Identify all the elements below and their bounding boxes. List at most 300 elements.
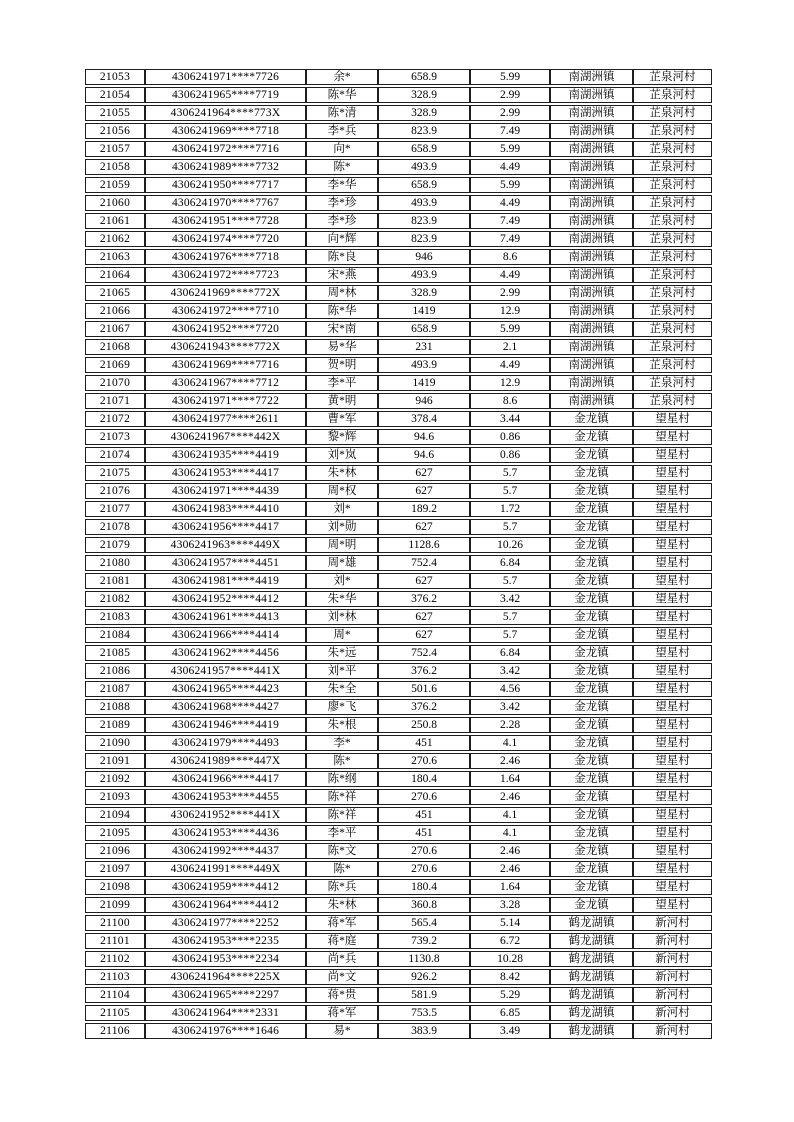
id-cell: 4306241946****4419 [145,717,306,733]
table-row [85,519,712,535]
rate-cell: 2.99 [470,87,550,103]
id-cell: 4306241964****2331 [145,1005,306,1021]
name-cell: 贺*明 [306,357,378,373]
amount-cell: 1128.6 [378,537,470,553]
rate-cell: 4.49 [470,267,550,283]
name-cell: 李*华 [306,177,378,193]
id-cell: 4306241967****7712 [145,375,306,391]
name-cell: 周*雄 [306,555,378,571]
town-cell: 南湖洲镇 [550,393,633,409]
rate-cell: 7.49 [470,231,550,247]
village-cell: 芷泉河村 [633,303,712,319]
town-cell: 金龙镇 [550,447,633,463]
town-cell: 金龙镇 [550,699,633,715]
table-row [85,483,712,499]
id-cell: 4306241972****7723 [145,267,306,283]
name-cell: 周*明 [306,537,378,553]
village-cell: 望星村 [633,771,712,787]
rate-cell: 4.49 [470,159,550,175]
table-row [85,249,712,265]
table-row [85,717,712,733]
town-cell: 金龙镇 [550,483,633,499]
village-cell: 望星村 [633,483,712,499]
town-cell: 南湖洲镇 [550,87,633,103]
id-cell: 4306241951****7728 [145,213,306,229]
id-cell: 4306241964****4412 [145,897,306,913]
seq-cell: 21084 [85,627,145,643]
table-row [85,177,712,193]
id-cell: 4306241972****7716 [145,141,306,157]
rate-cell: 3.42 [470,591,550,607]
rate-cell: 10.26 [470,537,550,553]
rate-cell: 2.46 [470,843,550,859]
rate-cell: 8.6 [470,393,550,409]
village-cell: 望星村 [633,843,712,859]
amount-cell: 180.4 [378,879,470,895]
amount-cell: 823.9 [378,123,470,139]
village-cell: 芷泉河村 [633,177,712,193]
village-cell: 望星村 [633,411,712,427]
amount-cell: 270.6 [378,861,470,877]
name-cell: 陈*华 [306,303,378,319]
table-row [85,123,712,139]
amount-cell: 946 [378,249,470,265]
amount-cell: 328.9 [378,105,470,121]
table-row [85,159,712,175]
amount-cell: 270.6 [378,789,470,805]
seq-cell: 21082 [85,591,145,607]
id-cell: 4306241977****2252 [145,915,306,931]
rate-cell: 5.99 [470,177,550,193]
seq-cell: 21057 [85,141,145,157]
amount-cell: 378.4 [378,411,470,427]
table-row [85,267,712,283]
name-cell: 刘* [306,501,378,517]
town-cell: 金龙镇 [550,663,633,679]
rate-cell: 7.49 [470,123,550,139]
name-cell: 周*权 [306,483,378,499]
village-cell: 望星村 [633,789,712,805]
seq-cell: 21098 [85,879,145,895]
rate-cell: 2.28 [470,717,550,733]
seq-cell: 21072 [85,411,145,427]
seq-cell: 21081 [85,573,145,589]
rate-cell: 3.42 [470,699,550,715]
village-cell: 望星村 [633,681,712,697]
amount-cell: 658.9 [378,69,470,85]
seq-cell: 21069 [85,357,145,373]
rate-cell: 6.84 [470,645,550,661]
table-row [85,933,712,949]
village-cell: 新河村 [633,987,712,1003]
seq-cell: 21100 [85,915,145,931]
village-cell: 望星村 [633,519,712,535]
amount-cell: 627 [378,519,470,535]
rate-cell: 6.72 [470,933,550,949]
town-cell: 南湖洲镇 [550,195,633,211]
seq-cell: 21056 [85,123,145,139]
name-cell: 李*珍 [306,213,378,229]
rate-cell: 4.49 [470,357,550,373]
id-cell: 4306241969****7718 [145,123,306,139]
town-cell: 金龙镇 [550,609,633,625]
village-cell: 望星村 [633,537,712,553]
table-row [85,573,712,589]
village-cell: 望星村 [633,825,712,841]
village-cell: 望星村 [633,501,712,517]
seq-cell: 21090 [85,735,145,751]
seq-cell: 21095 [85,825,145,841]
rate-cell: 0.86 [470,429,550,445]
rate-cell: 5.7 [470,519,550,535]
amount-cell: 493.9 [378,357,470,373]
seq-cell: 21087 [85,681,145,697]
amount-cell: 658.9 [378,321,470,337]
town-cell: 金龙镇 [550,807,633,823]
table-row [85,501,712,517]
id-cell: 4306241974****7720 [145,231,306,247]
table-row [85,879,712,895]
id-cell: 4306241957****4451 [145,555,306,571]
seq-cell: 21105 [85,1005,145,1021]
table-row [85,465,712,481]
id-cell: 4306241953****2234 [145,951,306,967]
seq-cell: 21097 [85,861,145,877]
name-cell: 向*辉 [306,231,378,247]
amount-cell: 451 [378,825,470,841]
amount-cell: 1419 [378,375,470,391]
amount-cell: 376.2 [378,591,470,607]
rate-cell: 2.46 [470,753,550,769]
table-row [85,105,712,121]
name-cell: 易*华 [306,339,378,355]
village-cell: 芷泉河村 [633,285,712,301]
table-row [85,627,712,643]
amount-cell: 493.9 [378,159,470,175]
town-cell: 金龙镇 [550,411,633,427]
amount-cell: 451 [378,735,470,751]
rate-cell: 3.49 [470,1023,550,1039]
table-row [85,897,712,913]
id-cell: 4306241989****7732 [145,159,306,175]
village-cell: 芷泉河村 [633,357,712,373]
seq-cell: 21062 [85,231,145,247]
town-cell: 金龙镇 [550,627,633,643]
amount-cell: 1419 [378,303,470,319]
town-cell: 南湖洲镇 [550,375,633,391]
town-cell: 南湖洲镇 [550,321,633,337]
town-cell: 金龙镇 [550,825,633,841]
rate-cell: 0.86 [470,447,550,463]
town-cell: 金龙镇 [550,753,633,769]
rate-cell: 5.14 [470,915,550,931]
table-row [85,195,712,211]
rate-cell: 2.99 [470,285,550,301]
village-cell: 芷泉河村 [633,321,712,337]
seq-cell: 21093 [85,789,145,805]
name-cell: 宋*燕 [306,267,378,283]
table-row [85,861,712,877]
id-cell: 4306241943****772X [145,339,306,355]
rate-cell: 1.72 [470,501,550,517]
id-cell: 4306241961****4413 [145,609,306,625]
town-cell: 南湖洲镇 [550,141,633,157]
table-row [85,843,712,859]
table-row [85,753,712,769]
name-cell: 李* [306,735,378,751]
amount-cell: 328.9 [378,87,470,103]
name-cell: 陈*良 [306,249,378,265]
id-cell: 4306241950****7717 [145,177,306,193]
seq-cell: 21055 [85,105,145,121]
village-cell: 望星村 [633,879,712,895]
table-row [85,735,712,751]
seq-cell: 21104 [85,987,145,1003]
rate-cell: 5.99 [470,69,550,85]
seq-cell: 21064 [85,267,145,283]
rate-cell: 12.9 [470,303,550,319]
village-cell: 芷泉河村 [633,267,712,283]
town-cell: 南湖洲镇 [550,303,633,319]
amount-cell: 383.9 [378,1023,470,1039]
town-cell: 金龙镇 [550,537,633,553]
name-cell: 李*平 [306,825,378,841]
table-row [85,285,712,301]
id-cell: 4306241963****449X [145,537,306,553]
seq-cell: 21053 [85,69,145,85]
rate-cell: 4.56 [470,681,550,697]
id-cell: 4306241977****2611 [145,411,306,427]
seq-cell: 21066 [85,303,145,319]
village-cell: 芷泉河村 [633,69,712,85]
rate-cell: 5.7 [470,573,550,589]
village-cell: 望星村 [633,699,712,715]
village-cell: 望星村 [633,555,712,571]
amount-cell: 360.8 [378,897,470,913]
seq-cell: 21061 [85,213,145,229]
town-cell: 金龙镇 [550,429,633,445]
id-cell: 4306241966****4414 [145,627,306,643]
seq-cell: 21065 [85,285,145,301]
name-cell: 陈*祥 [306,789,378,805]
table-row [85,825,712,841]
town-cell: 金龙镇 [550,501,633,517]
village-cell: 芷泉河村 [633,87,712,103]
town-cell: 金龙镇 [550,771,633,787]
amount-cell: 627 [378,465,470,481]
id-cell: 4306241962****4456 [145,645,306,661]
seq-cell: 21085 [85,645,145,661]
id-cell: 4306241953****4455 [145,789,306,805]
name-cell: 周*林 [306,285,378,301]
id-cell: 4306241971****4439 [145,483,306,499]
village-cell: 芷泉河村 [633,123,712,139]
name-cell: 朱*林 [306,897,378,913]
table-row [85,1023,712,1039]
village-cell: 望星村 [633,591,712,607]
town-cell: 鹤龙湖镇 [550,987,633,1003]
name-cell: 陈*纲 [306,771,378,787]
name-cell: 尚*兵 [306,951,378,967]
town-cell: 金龙镇 [550,717,633,733]
table-row [85,375,712,391]
name-cell: 向* [306,141,378,157]
village-cell: 望星村 [633,753,712,769]
id-cell: 4306241952****4412 [145,591,306,607]
amount-cell: 823.9 [378,231,470,247]
seq-cell: 21074 [85,447,145,463]
town-cell: 南湖洲镇 [550,357,633,373]
amount-cell: 1130.8 [378,951,470,967]
seq-cell: 21092 [85,771,145,787]
name-cell: 李*珍 [306,195,378,211]
village-cell: 望星村 [633,609,712,625]
table-row [85,537,712,553]
town-cell: 金龙镇 [550,519,633,535]
amount-cell: 189.2 [378,501,470,517]
amount-cell: 926.2 [378,969,470,985]
amount-cell: 946 [378,393,470,409]
seq-cell: 21106 [85,1023,145,1039]
town-cell: 南湖洲镇 [550,177,633,193]
seq-cell: 21083 [85,609,145,625]
records-table [85,67,712,1041]
amount-cell: 627 [378,627,470,643]
town-cell: 金龙镇 [550,573,633,589]
id-cell: 4306241952****7720 [145,321,306,337]
amount-cell: 94.6 [378,447,470,463]
id-cell: 4306241992****4437 [145,843,306,859]
rate-cell: 4.49 [470,195,550,211]
amount-cell: 250.8 [378,717,470,733]
amount-cell: 565.4 [378,915,470,931]
village-cell: 望星村 [633,735,712,751]
table-row [85,663,712,679]
name-cell: 李*兵 [306,123,378,139]
seq-cell: 21079 [85,537,145,553]
amount-cell: 658.9 [378,141,470,157]
name-cell: 曹*军 [306,411,378,427]
seq-cell: 21099 [85,897,145,913]
id-cell: 4306241981****4419 [145,573,306,589]
village-cell: 望星村 [633,663,712,679]
name-cell: 余* [306,69,378,85]
village-cell: 芷泉河村 [633,159,712,175]
amount-cell: 493.9 [378,267,470,283]
village-cell: 望星村 [633,429,712,445]
id-cell: 4306241976****7718 [145,249,306,265]
village-cell: 新河村 [633,1005,712,1021]
seq-cell: 21086 [85,663,145,679]
amount-cell: 328.9 [378,285,470,301]
amount-cell: 627 [378,609,470,625]
amount-cell: 376.2 [378,699,470,715]
rate-cell: 5.7 [470,609,550,625]
table-row [85,393,712,409]
town-cell: 南湖洲镇 [550,105,633,121]
id-cell: 4306241989****447X [145,753,306,769]
table-row [85,69,712,85]
amount-cell: 270.6 [378,843,470,859]
records-table-body [85,69,712,1039]
town-cell: 南湖洲镇 [550,123,633,139]
town-cell: 鹤龙湖镇 [550,933,633,949]
id-cell: 4306241991****449X [145,861,306,877]
amount-cell: 823.9 [378,213,470,229]
rate-cell: 7.49 [470,213,550,229]
town-cell: 金龙镇 [550,555,633,571]
id-cell: 4306241967****442X [145,429,306,445]
table-row [85,969,712,985]
id-cell: 4306241965****4423 [145,681,306,697]
id-cell: 4306241953****2235 [145,933,306,949]
name-cell: 尚*文 [306,969,378,985]
name-cell: 蒋*贵 [306,987,378,1003]
table-row [85,699,712,715]
table-row [85,339,712,355]
table-row [85,141,712,157]
town-cell: 金龙镇 [550,735,633,751]
id-cell: 4306241964****225X [145,969,306,985]
town-cell: 鹤龙湖镇 [550,915,633,931]
seq-cell: 21076 [85,483,145,499]
name-cell: 朱*远 [306,645,378,661]
town-cell: 金龙镇 [550,465,633,481]
amount-cell: 739.2 [378,933,470,949]
rate-cell: 3.28 [470,897,550,913]
town-cell: 南湖洲镇 [550,249,633,265]
town-cell: 鹤龙湖镇 [550,1023,633,1039]
id-cell: 4306241971****7722 [145,393,306,409]
name-cell: 黎*辉 [306,429,378,445]
table-row [85,591,712,607]
rate-cell: 10.28 [470,951,550,967]
village-cell: 芷泉河村 [633,339,712,355]
name-cell: 陈* [306,753,378,769]
table-row [85,771,712,787]
id-cell: 4306241953****4417 [145,465,306,481]
name-cell: 刘*勋 [306,519,378,535]
id-cell: 4306241953****4436 [145,825,306,841]
seq-cell: 21073 [85,429,145,445]
id-cell: 4306241976****1646 [145,1023,306,1039]
table-row [85,87,712,103]
amount-cell: 753.5 [378,1005,470,1021]
village-cell: 望星村 [633,807,712,823]
id-cell: 4306241970****7767 [145,195,306,211]
town-cell: 南湖洲镇 [550,213,633,229]
seq-cell: 21102 [85,951,145,967]
table-row [85,807,712,823]
rate-cell: 1.64 [470,879,550,895]
seq-cell: 21060 [85,195,145,211]
table-row [85,609,712,625]
village-cell: 望星村 [633,465,712,481]
village-cell: 望星村 [633,717,712,733]
town-cell: 南湖洲镇 [550,231,633,247]
table-row [85,411,712,427]
table-row [85,915,712,931]
id-cell: 4306241979****4493 [145,735,306,751]
rate-cell: 3.44 [470,411,550,427]
table-row [85,951,712,967]
amount-cell: 752.4 [378,555,470,571]
village-cell: 新河村 [633,1023,712,1039]
seq-cell: 21089 [85,717,145,733]
town-cell: 南湖洲镇 [550,267,633,283]
village-cell: 新河村 [633,933,712,949]
seq-cell: 21078 [85,519,145,535]
